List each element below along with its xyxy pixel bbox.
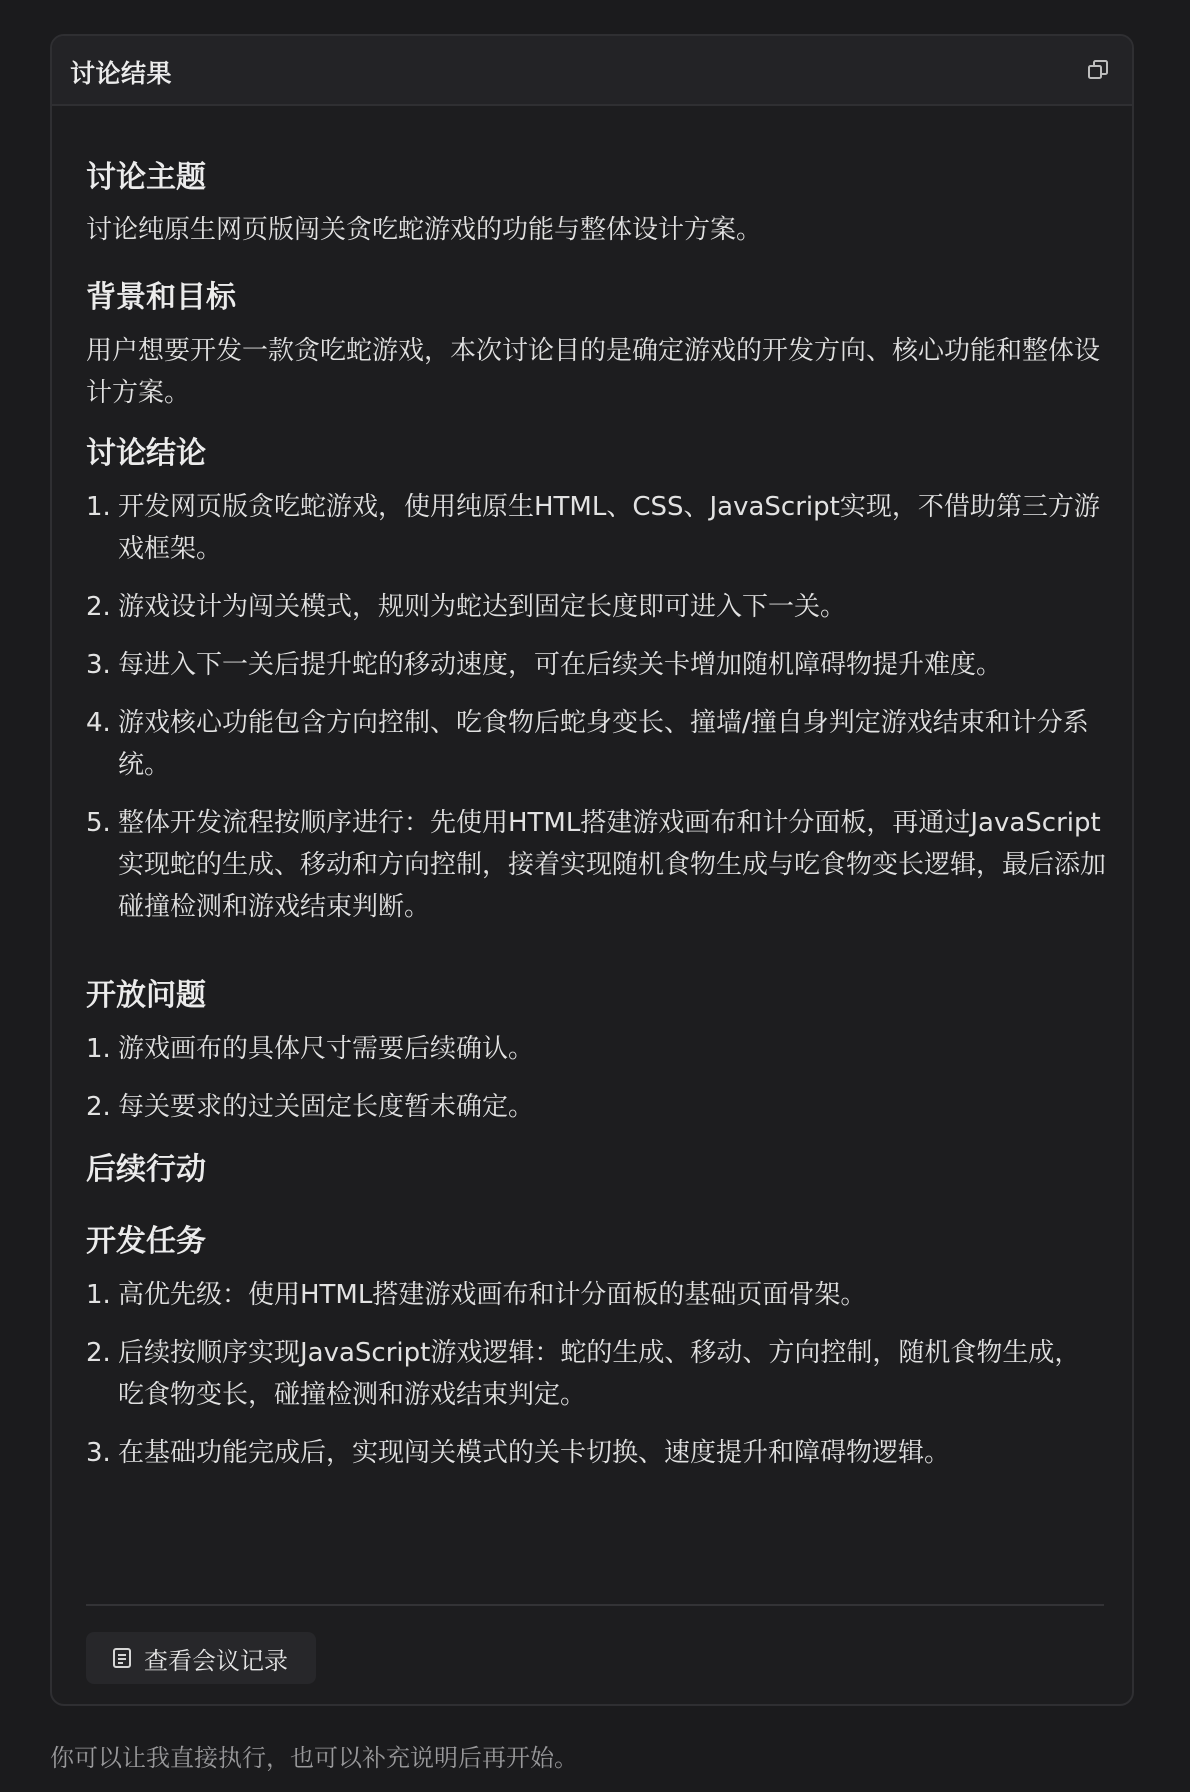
list-item: 4. 游戏核心功能包含方向控制、吃食物后蛇身变长、撞墙/撞自身判定游戏结束和计分系统。: [86, 708, 1089, 780]
footer-hint-text: 你可以让我直接执行，也可以补充说明后再开始。: [50, 1744, 578, 1772]
list-item: 1. 高优先级：使用HTML搭建游戏画布和计分面板的基础页面骨架。: [86, 1280, 867, 1310]
view-meeting-record-label: 查看会议记录: [144, 1646, 288, 1675]
copy-button[interactable]: [1086, 58, 1110, 82]
background-text: 用户想要开发一款贪吃蛇游戏，本次讨论目的是确定游戏的开发方向、核心功能和整体设计方案。: [86, 336, 1101, 408]
tasks-list: [86, 1274, 1106, 1490]
heading-tasks: 开发任务: [86, 1224, 206, 1259]
list-item: 1. 开发网页版贪吃蛇游戏，使用纯原生HTML、CSS、JavaScript实现，不借助第三方游戏框架。: [86, 492, 1100, 564]
list-item: 3. 在基础功能完成后，实现闯关模式的关卡切换、速度提升和障碍物逻辑。: [86, 1438, 951, 1468]
conclusion-list: [86, 486, 1106, 944]
topic-text: 讨论纯原生网页版闯关贪吃蛇游戏的功能与整体设计方案。: [86, 215, 763, 245]
heading-open-questions: 开放问题: [86, 978, 206, 1013]
list-item: 2. 游戏设计为闯关模式，规则为蛇达到固定长度即可进入下一关。: [86, 592, 847, 622]
heading-followup: 后续行动: [86, 1152, 206, 1187]
open-questions-list: [86, 1028, 1106, 1144]
list-item: 2. 后续按顺序实现JavaScript游戏逻辑：蛇的生成、移动、方向控制，随机食物生成，吃食物变长，碰撞检测和游戏结束判定。: [86, 1338, 1081, 1410]
copy-icon: [1086, 58, 1110, 82]
list-item: 2. 每关要求的过关固定长度暂未确定。: [86, 1092, 535, 1122]
view-meeting-record-button[interactable]: [86, 1632, 316, 1684]
list-item: 1. 游戏画布的具体尺寸需要后续确认。: [86, 1034, 535, 1064]
list-item: 3. 每进入下一关后提升蛇的移动速度，可在后续关卡增加随机障碍物提升难度。: [86, 650, 1003, 680]
discussion-result-card: [50, 34, 1134, 1706]
heading-background: 背景和目标: [86, 280, 236, 315]
heading-topic: 讨论主题: [86, 160, 206, 195]
card-header: [52, 36, 1132, 106]
list-item: 5. 整体开发流程按顺序进行：先使用HTML搭建游戏画布和计分面板，再通过JavaScript实现蛇的生成、移动和方向控制，接着实现随机食物生成与吃食物变长逻辑，最后添加碰撞检测和游戏结束判断。: [86, 808, 1107, 922]
card-title: 讨论结果: [70, 59, 173, 88]
divider: [86, 1604, 1104, 1606]
document-icon: [110, 1646, 134, 1670]
heading-conclusion: 讨论结论: [86, 436, 206, 471]
